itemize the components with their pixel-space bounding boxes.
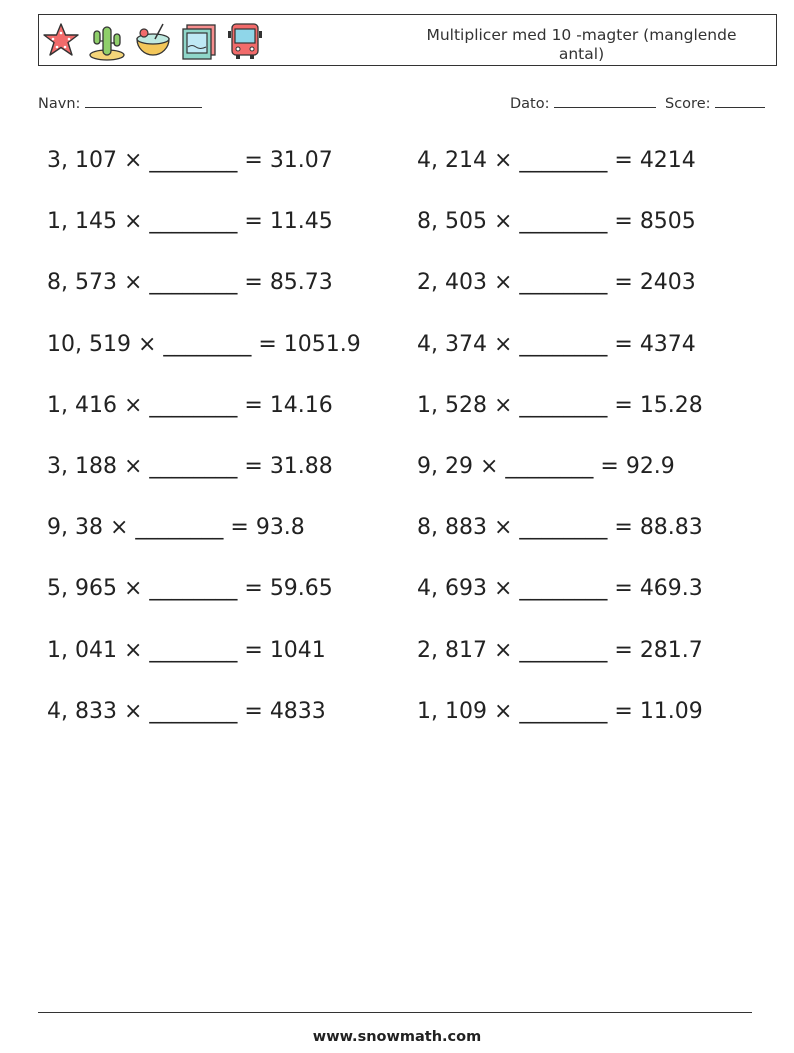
problem-item[interactable]: 4, 214 × ________ = 4214	[417, 148, 696, 173]
problem-item[interactable]: 3, 107 × ________ = 31.07	[47, 148, 333, 173]
problem-item[interactable]: 8, 883 × ________ = 88.83	[417, 515, 703, 541]
name-label: Navn:	[38, 96, 81, 112]
problem-item[interactable]: 8, 505 × ________ = 8505	[417, 209, 696, 235]
problem-item[interactable]: 1, 041 × ________ = 1041	[47, 637, 326, 663]
problem-item[interactable]: 1, 109 × ________ = 11.09	[417, 698, 703, 724]
footer-divider	[38, 1012, 752, 1013]
problem-item[interactable]: 10, 519 × ________ = 1051.9	[47, 331, 361, 357]
problem-item[interactable]: 5, 965 × ________ = 59.65	[47, 576, 333, 602]
problem-item[interactable]: 1, 416 × ________ = 14.16	[47, 392, 333, 418]
problem-item[interactable]: 3, 188 × ________ = 31.88	[47, 454, 333, 479]
problem-item[interactable]: 8, 573 × ________ = 85.73	[47, 270, 333, 296]
worksheet-title: Multiplicer med 10 -magter (manglende antal)	[426, 26, 737, 63]
problem-item[interactable]: 1, 145 × ________ = 11.45	[47, 209, 333, 235]
problem-item[interactable]: 4, 374 × ________ = 4374	[417, 331, 696, 357]
footer-url: www.snowmath.com	[312, 1029, 482, 1045]
date-label: Dato:	[510, 96, 550, 112]
score-label: Score:	[665, 96, 711, 112]
problem-item[interactable]: 4, 693 × ________ = 469.3	[417, 576, 703, 602]
problem-item[interactable]: 9, 29 × ________ = 92.9	[417, 454, 675, 479]
problem-item[interactable]: 2, 817 × ________ = 281.7	[417, 637, 703, 663]
problem-item[interactable]: 2, 403 × ________ = 2403	[417, 270, 696, 296]
problem-item[interactable]: 4, 833 × ________ = 4833	[47, 698, 326, 724]
problem-item[interactable]: 1, 528 × ________ = 15.28	[417, 392, 703, 418]
problem-item[interactable]: 9, 38 × ________ = 93.8	[47, 515, 305, 541]
